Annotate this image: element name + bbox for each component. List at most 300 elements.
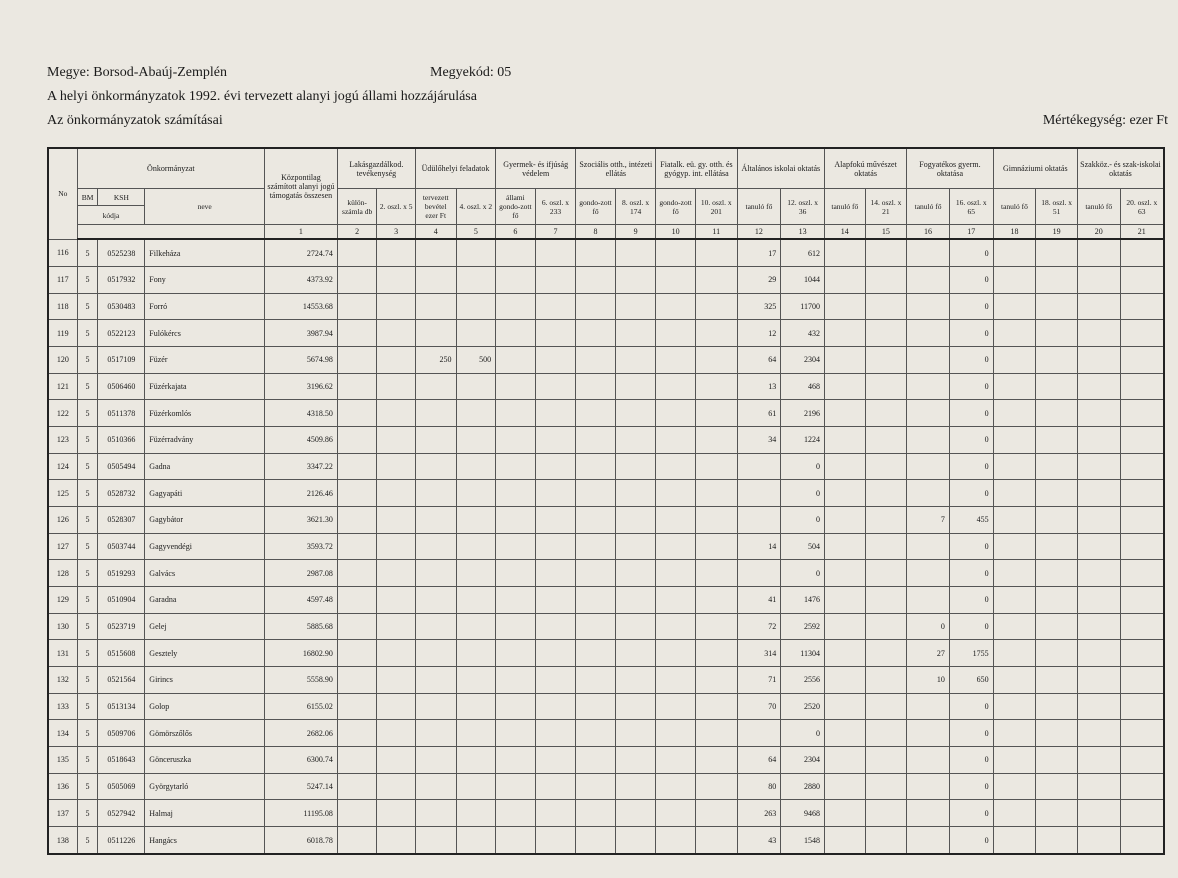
cell-c9: [615, 800, 656, 827]
cell-total: 6018.78: [265, 827, 338, 854]
municipality-name: Gönceruszka: [145, 747, 265, 774]
cell-c16: [907, 533, 950, 560]
cell-c17: 0: [949, 587, 993, 614]
cell-c15: [865, 266, 907, 293]
table-row: [48, 613, 1164, 640]
column-number: 20: [1077, 225, 1120, 239]
cell-c14: [825, 560, 866, 587]
cell-c4: [415, 747, 456, 774]
cell-c19: [1036, 827, 1078, 854]
cell-c9: [615, 827, 656, 854]
cell-c18: [993, 373, 1036, 400]
cell-c20: [1077, 507, 1120, 534]
cell-c10: [656, 320, 696, 347]
subcol-18: tanuló fő: [993, 189, 1036, 225]
cell-c2: [337, 773, 377, 800]
cell-bm: 5: [77, 693, 98, 720]
cell-c13: 2304: [781, 747, 825, 774]
table-row: [48, 480, 1164, 507]
cell-c20: [1077, 293, 1120, 320]
cell-c17: 0: [949, 613, 993, 640]
cell-c7: [535, 560, 576, 587]
municipality-name: Garadna: [145, 587, 265, 614]
cell-c13: 504: [781, 533, 825, 560]
header-group-3: Gyermek- és ifjúság védelem: [496, 148, 576, 189]
cell-c14: [825, 640, 866, 667]
cell-c10: [656, 747, 696, 774]
cell-c21: [1120, 800, 1164, 827]
cell-c11: [695, 587, 737, 614]
cell-c8: [576, 373, 616, 400]
cell-c10: [656, 266, 696, 293]
cell-c4: [415, 266, 456, 293]
cell-c17: 0: [949, 800, 993, 827]
cell-c5: [456, 693, 496, 720]
cell-c6: [496, 587, 536, 614]
cell-ksh: 0528307: [98, 507, 145, 534]
cell-c5: [456, 320, 496, 347]
column-number: 7: [535, 225, 576, 239]
cell-c15: [865, 373, 907, 400]
cell-c18: [993, 800, 1036, 827]
subcol-6: állami gondo-zott fő: [496, 189, 536, 225]
cell-c5: [456, 560, 496, 587]
cell-c20: [1077, 266, 1120, 293]
cell-c18: [993, 587, 1036, 614]
cell-c7: [535, 587, 576, 614]
table-row: [48, 693, 1164, 720]
cell-c18: [993, 426, 1036, 453]
cell-c11: [695, 480, 737, 507]
cell-bm: 5: [77, 480, 98, 507]
cell-c13: 468: [781, 373, 825, 400]
subcol-15: 14. oszl. x 21: [865, 189, 907, 225]
column-number: 2: [337, 225, 377, 239]
cell-ksh: 0511226: [98, 827, 145, 854]
header-group-7: Alapfokú művészet oktatás: [825, 148, 907, 189]
cell-c15: [865, 507, 907, 534]
cell-c3: [377, 293, 416, 320]
cell-c2: [337, 800, 377, 827]
cell-c11: [695, 773, 737, 800]
cell-c13: 0: [781, 480, 825, 507]
cell-c12: 80: [737, 773, 781, 800]
cell-c20: [1077, 747, 1120, 774]
cell-c16: [907, 773, 950, 800]
cell-no: 123: [48, 426, 77, 453]
cell-c4: [415, 773, 456, 800]
cell-c10: [656, 480, 696, 507]
cell-c4: [415, 667, 456, 694]
cell-c13: 0: [781, 453, 825, 480]
cell-c11: [695, 667, 737, 694]
column-number-blank: [77, 225, 264, 239]
cell-c10: [656, 346, 696, 373]
cell-c14: [825, 400, 866, 427]
municipality-name: Füzérkajata: [145, 373, 265, 400]
cell-total: 3621.30: [265, 507, 338, 534]
cell-c16: [907, 266, 950, 293]
cell-c5: [456, 827, 496, 854]
cell-c18: [993, 480, 1036, 507]
cell-c4: [415, 239, 456, 266]
cell-c6: [496, 346, 536, 373]
cell-c2: [337, 693, 377, 720]
cell-c17: 0: [949, 693, 993, 720]
cell-c16: [907, 453, 950, 480]
cell-bm: 5: [77, 373, 98, 400]
cell-c3: [377, 533, 416, 560]
column-number: 1: [265, 225, 338, 239]
cell-ksh: 0530483: [98, 293, 145, 320]
cell-c6: [496, 533, 536, 560]
cell-c20: [1077, 773, 1120, 800]
cell-c3: [377, 480, 416, 507]
cell-c14: [825, 373, 866, 400]
cell-c10: [656, 239, 696, 266]
cell-c17: 0: [949, 773, 993, 800]
cell-c3: [377, 507, 416, 534]
table-row: [48, 373, 1164, 400]
cell-no: 122: [48, 400, 77, 427]
cell-c3: [377, 560, 416, 587]
cell-c20: [1077, 587, 1120, 614]
cell-c18: [993, 453, 1036, 480]
cell-c15: [865, 346, 907, 373]
cell-c11: [695, 426, 737, 453]
cell-c17: 0: [949, 480, 993, 507]
cell-c21: [1120, 747, 1164, 774]
cell-c14: [825, 453, 866, 480]
cell-c12: 64: [737, 747, 781, 774]
header-group-1: Lakásgazdálkod. tevékenység: [337, 148, 415, 189]
cell-total: 11195.08: [265, 800, 338, 827]
cell-c10: [656, 613, 696, 640]
cell-c18: [993, 747, 1036, 774]
column-number: 5: [456, 225, 496, 239]
cell-c6: [496, 693, 536, 720]
cell-c17: 0: [949, 346, 993, 373]
cell-c14: [825, 293, 866, 320]
cell-c14: [825, 747, 866, 774]
table-row: [48, 320, 1164, 347]
cell-ksh: 0527942: [98, 800, 145, 827]
cell-c5: [456, 613, 496, 640]
cell-c9: [615, 693, 656, 720]
cell-c12: 61: [737, 400, 781, 427]
cell-c19: [1036, 560, 1078, 587]
table-row: [48, 560, 1164, 587]
cell-c13: 0: [781, 720, 825, 747]
cell-c18: [993, 400, 1036, 427]
cell-bm: 5: [77, 507, 98, 534]
cell-c18: [993, 507, 1036, 534]
cell-c11: [695, 453, 737, 480]
municipality-name: Halmaj: [145, 800, 265, 827]
cell-c13: 0: [781, 507, 825, 534]
cell-c5: [456, 800, 496, 827]
cell-c4: [415, 800, 456, 827]
column-number: 8: [576, 225, 616, 239]
cell-c5: [456, 720, 496, 747]
cell-c12: [737, 560, 781, 587]
municipality-name: Golop: [145, 693, 265, 720]
cell-c17: 0: [949, 293, 993, 320]
column-number: 10: [656, 225, 696, 239]
cell-no: 128: [48, 560, 77, 587]
cell-c8: [576, 667, 616, 694]
cell-c13: 1548: [781, 827, 825, 854]
cell-c14: [825, 693, 866, 720]
cell-c8: [576, 480, 616, 507]
cell-c20: [1077, 400, 1120, 427]
cell-c5: [456, 533, 496, 560]
cell-c20: [1077, 480, 1120, 507]
cell-c12: 12: [737, 320, 781, 347]
cell-c8: [576, 453, 616, 480]
cell-no: 127: [48, 533, 77, 560]
cell-c4: [415, 453, 456, 480]
header-kozpontilag: Központilag számított alanyi jogú támogatás összesen: [265, 148, 338, 225]
header-group-10: Szakköz.- és szak-iskolai oktatás: [1077, 148, 1164, 189]
cell-c12: 43: [737, 827, 781, 854]
cell-c11: [695, 266, 737, 293]
cell-c7: [535, 613, 576, 640]
cell-c2: [337, 747, 377, 774]
cell-c15: [865, 426, 907, 453]
cell-c21: [1120, 373, 1164, 400]
cell-c6: [496, 320, 536, 347]
cell-c21: [1120, 320, 1164, 347]
cell-c13: 11304: [781, 640, 825, 667]
cell-c6: [496, 266, 536, 293]
cell-c8: [576, 266, 616, 293]
cell-c3: [377, 667, 416, 694]
cell-c21: [1120, 693, 1164, 720]
cell-total: 6300.74: [265, 747, 338, 774]
cell-c14: [825, 533, 866, 560]
table-row: [48, 720, 1164, 747]
cell-c17: 0: [949, 747, 993, 774]
cell-c12: [737, 507, 781, 534]
cell-no: 117: [48, 266, 77, 293]
table-row: [48, 747, 1164, 774]
cell-c6: [496, 800, 536, 827]
cell-no: 133: [48, 693, 77, 720]
cell-c2: [337, 426, 377, 453]
cell-c16: [907, 747, 950, 774]
cell-bm: 5: [77, 560, 98, 587]
cell-c7: [535, 400, 576, 427]
cell-c2: [337, 453, 377, 480]
cell-c12: 325: [737, 293, 781, 320]
cell-c20: [1077, 640, 1120, 667]
cell-c20: [1077, 239, 1120, 266]
cell-bm: 5: [77, 266, 98, 293]
cell-total: 4373.92: [265, 266, 338, 293]
cell-c21: [1120, 827, 1164, 854]
cell-c10: [656, 827, 696, 854]
cell-c4: [415, 480, 456, 507]
cell-c18: [993, 320, 1036, 347]
cell-c7: [535, 320, 576, 347]
table-row: [48, 293, 1164, 320]
cell-c9: [615, 640, 656, 667]
municipality-name: Forró: [145, 293, 265, 320]
cell-ksh: 0523719: [98, 613, 145, 640]
cell-c4: [415, 613, 456, 640]
cell-c13: 2304: [781, 346, 825, 373]
cell-c7: [535, 373, 576, 400]
cell-c14: [825, 266, 866, 293]
subcol-21: 20. oszl. x 63: [1120, 189, 1164, 225]
cell-c12: 70: [737, 693, 781, 720]
cell-total: 4509.86: [265, 426, 338, 453]
cell-ksh: 0517932: [98, 266, 145, 293]
cell-c5: [456, 773, 496, 800]
cell-bm: 5: [77, 239, 98, 266]
cell-c5: [456, 453, 496, 480]
cell-total: 2682.06: [265, 720, 338, 747]
cell-c7: [535, 266, 576, 293]
column-number: 19: [1036, 225, 1078, 239]
cell-c15: [865, 453, 907, 480]
cell-no: 125: [48, 480, 77, 507]
cell-c11: [695, 373, 737, 400]
cell-c4: [415, 373, 456, 400]
cell-bm: 5: [77, 426, 98, 453]
cell-c3: [377, 613, 416, 640]
cell-c9: [615, 667, 656, 694]
cell-c8: [576, 320, 616, 347]
cell-c2: [337, 373, 377, 400]
cell-no: 136: [48, 773, 77, 800]
cell-c17: 0: [949, 400, 993, 427]
cell-c12: 34: [737, 426, 781, 453]
cell-c16: [907, 827, 950, 854]
cell-c14: [825, 480, 866, 507]
cell-c14: [825, 426, 866, 453]
cell-c21: [1120, 667, 1164, 694]
subcol-2: külön-számla db: [337, 189, 377, 225]
cell-c20: [1077, 373, 1120, 400]
cell-c19: [1036, 320, 1078, 347]
column-number: 21: [1120, 225, 1164, 239]
cell-c6: [496, 480, 536, 507]
table-row: [48, 587, 1164, 614]
cell-c14: [825, 720, 866, 747]
cell-c19: [1036, 587, 1078, 614]
cell-c11: [695, 827, 737, 854]
cell-c11: [695, 400, 737, 427]
cell-total: 4597.48: [265, 587, 338, 614]
cell-c21: [1120, 480, 1164, 507]
cell-c4: [415, 507, 456, 534]
cell-c14: [825, 613, 866, 640]
cell-ksh: 0517109: [98, 346, 145, 373]
cell-total: 2126.46: [265, 480, 338, 507]
cell-c19: [1036, 613, 1078, 640]
cell-c21: [1120, 507, 1164, 534]
cell-c2: [337, 507, 377, 534]
cell-total: 14553.68: [265, 293, 338, 320]
cell-total: 2987.08: [265, 560, 338, 587]
cell-c3: [377, 693, 416, 720]
subcol-11: 10. oszl. x 201: [695, 189, 737, 225]
cell-c6: [496, 293, 536, 320]
municipality-name: Gadna: [145, 453, 265, 480]
cell-ksh: 0510366: [98, 426, 145, 453]
table-row: [48, 239, 1164, 266]
cell-c4: [415, 560, 456, 587]
cell-c2: [337, 560, 377, 587]
cell-total: 3196.62: [265, 373, 338, 400]
cell-ksh: 0518643: [98, 747, 145, 774]
cell-c6: [496, 453, 536, 480]
cell-c19: [1036, 773, 1078, 800]
cell-c14: [825, 800, 866, 827]
cell-bm: 5: [77, 587, 98, 614]
cell-c11: [695, 507, 737, 534]
cell-c8: [576, 720, 616, 747]
header-group-6: Általános iskolai oktatás: [737, 148, 824, 189]
cell-c5: [456, 426, 496, 453]
cell-c9: [615, 720, 656, 747]
cell-c7: [535, 693, 576, 720]
cell-c17: 0: [949, 827, 993, 854]
cell-c16: [907, 293, 950, 320]
cell-c11: [695, 613, 737, 640]
cell-c18: [993, 560, 1036, 587]
cell-c4: [415, 400, 456, 427]
cell-c20: [1077, 426, 1120, 453]
cell-c15: [865, 480, 907, 507]
cell-c16: [907, 560, 950, 587]
cell-c18: [993, 720, 1036, 747]
cell-c14: [825, 773, 866, 800]
cell-c21: [1120, 266, 1164, 293]
cell-c20: [1077, 693, 1120, 720]
cell-c7: [535, 480, 576, 507]
cell-c13: 432: [781, 320, 825, 347]
subcol-19: 18. oszl. x 51: [1036, 189, 1078, 225]
cell-c21: [1120, 613, 1164, 640]
cell-bm: 5: [77, 613, 98, 640]
cell-c4: [415, 426, 456, 453]
cell-c10: [656, 587, 696, 614]
cell-c16: [907, 346, 950, 373]
cell-no: 132: [48, 667, 77, 694]
cell-c10: [656, 426, 696, 453]
cell-c17: 455: [949, 507, 993, 534]
cell-c21: [1120, 426, 1164, 453]
cell-c17: 0: [949, 426, 993, 453]
cell-c13: 9468: [781, 800, 825, 827]
cell-c20: [1077, 720, 1120, 747]
cell-c2: [337, 239, 377, 266]
cell-c5: [456, 667, 496, 694]
cell-c8: [576, 587, 616, 614]
table-row: [48, 640, 1164, 667]
cell-c13: 0: [781, 560, 825, 587]
cell-c6: [496, 613, 536, 640]
cell-c21: [1120, 239, 1164, 266]
cell-c5: [456, 640, 496, 667]
cell-c2: [337, 613, 377, 640]
cell-c13: 2592: [781, 613, 825, 640]
cell-c17: 1755: [949, 640, 993, 667]
cell-c15: [865, 239, 907, 266]
